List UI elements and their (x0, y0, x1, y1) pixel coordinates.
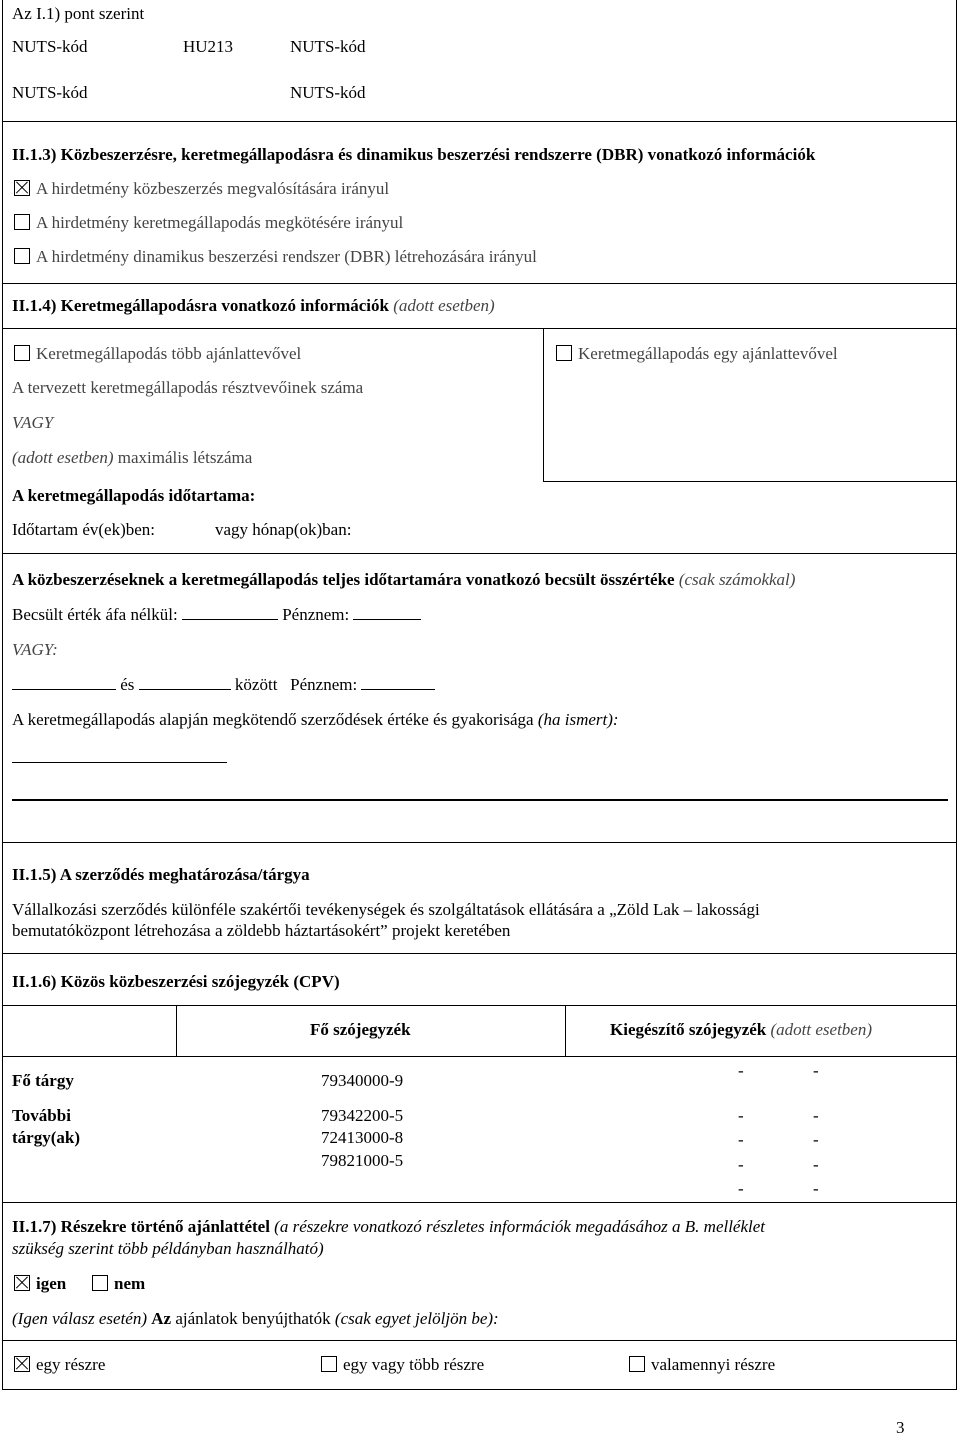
checkbox-empty-icon[interactable] (321, 1356, 337, 1372)
page-number: 3 (896, 1418, 905, 1437)
cpv-main-object-label: Fő tárgy (12, 1071, 74, 1090)
value-range-row: és között Pénznem: (12, 675, 435, 695)
section-divider (2, 553, 957, 554)
section-title-ii-1-7: II.1.7) Részekre történő ajánlattétel (a részekre vonatkozó részletes információk megadásához a B. melléklet (12, 1217, 766, 1236)
cpv-supp-dash: - (738, 1179, 744, 1198)
nuts-code-label: NUTS-kód (12, 37, 88, 56)
cpv-supp-dash: - (813, 1155, 819, 1174)
range-from-field[interactable] (12, 689, 116, 690)
cpv-supp-dash: - (738, 1061, 744, 1080)
option-no[interactable]: nem (92, 1274, 145, 1294)
framework-box-bottom (543, 481, 957, 482)
cpv-supp-dash: - (813, 1106, 819, 1125)
option-one-part[interactable]: egy részre (14, 1355, 105, 1375)
section-title-ii-1-4: II.1.4) Keretmegállapodásra vonatkozó információk (adott esetben) (12, 296, 495, 315)
cpv-supp-dash: - (738, 1155, 744, 1174)
cpv-header-main: Fő szójegyzék (310, 1020, 411, 1039)
cpv-further-code: 79821000-5 (321, 1151, 404, 1170)
cpv-main-code: 79340000-9 (321, 1071, 404, 1090)
section-note-ii-1-7: szükség szerint több példányban használható) (12, 1239, 324, 1258)
section-title-ii-1-5: II.1.5) A szerződés meghatározása/tárgya (12, 865, 310, 884)
cpv-supp-dash: - (738, 1130, 744, 1149)
nuts-code-label: NUTS-kód (290, 37, 366, 56)
or-label: VAGY: (12, 640, 58, 659)
checkbox-empty-icon[interactable] (14, 248, 30, 264)
cpv-further-label: További (12, 1106, 71, 1125)
option-yes[interactable]: igen (14, 1274, 66, 1294)
cpv-table-col-line (565, 1005, 566, 1057)
nuts-reference: Az I.1) pont szerint (12, 4, 145, 23)
bids-instruction: (Igen válasz esetén) Az ajánlatok benyújthatók (csak egyet jelöljön be): (12, 1309, 499, 1328)
section-title-ii-1-6: II.1.6) Közös közbeszerzési szójegyzék (CPV) (12, 972, 340, 991)
cpv-table-header-bottom (2, 1056, 957, 1057)
contracts-value-label: A keretmegállapodás alapján megkötendő szerződések értéke és gyakorisága (ha ismert): (12, 710, 619, 729)
or-label: VAGY (12, 413, 54, 432)
checkbox-checked-icon[interactable] (14, 180, 30, 196)
option-framework[interactable]: A hirdetmény keretmegállapodás megkötésére irányul (14, 213, 403, 233)
nuts-code-label: NUTS-kód (12, 83, 88, 102)
cpv-table-top (2, 1005, 957, 1006)
contracts-value-field[interactable] (12, 762, 227, 763)
cpv-table-col-line (176, 1005, 177, 1057)
checkbox-empty-icon[interactable] (14, 214, 30, 230)
checkbox-empty-icon[interactable] (14, 345, 30, 361)
option-all-parts[interactable]: valamennyi részre (629, 1355, 775, 1375)
currency-field[interactable] (353, 619, 421, 620)
nuts-code-value: HU213 (183, 37, 234, 56)
framework-box-split (543, 328, 544, 482)
cpv-supp-dash: - (813, 1061, 819, 1080)
section-title-ii-1-3: II.1.3) Közbeszerzésre, keretmegállapodásra és dinamikus beszerzési rendszerre (DBR) vonatkozó információk (12, 145, 816, 164)
contract-subject-line-1: Vállalkozási szerződés különféle szakértői tevékenységek és szolgáltatások ellátására a „Zöld Lak – lakossági (12, 900, 760, 919)
cpv-further-code: 79342200-5 (321, 1106, 404, 1125)
parts-row-top (2, 1340, 957, 1341)
section-divider (2, 121, 957, 122)
cpv-further-code: 72413000-8 (321, 1128, 404, 1147)
checkbox-empty-icon[interactable] (556, 345, 572, 361)
cpv-supp-dash: - (738, 1106, 744, 1125)
range-to-field[interactable] (139, 689, 231, 690)
max-participants-label: (adott esetben) maximális létszáma (12, 448, 253, 467)
checkbox-empty-icon[interactable] (92, 1275, 108, 1291)
estimated-value-field[interactable] (182, 619, 278, 620)
nuts-code-label: NUTS-kód (290, 83, 366, 102)
checkbox-checked-icon[interactable] (14, 1275, 30, 1291)
form-bottom (2, 1389, 957, 1390)
option-dbr[interactable]: A hirdetmény dinamikus beszerzési rendszer (DBR) létrehozására irányul (14, 247, 537, 267)
option-multi-bidder[interactable]: Keretmegállapodás több ajánlattevővel (14, 344, 301, 364)
section-divider (2, 842, 957, 843)
option-one-or-more-parts[interactable]: egy vagy több részre (321, 1355, 484, 1375)
participants-label: A tervezett keretmegállapodás résztvevőinek száma (12, 378, 364, 397)
cpv-further-label: tárgy(ak) (12, 1128, 80, 1147)
duration-years-label: Időtartam év(ek)ben: (12, 520, 156, 539)
section-divider (2, 283, 957, 284)
cpv-header-supplementary: Kiegészítő szójegyzék (adott esetben) (610, 1020, 872, 1039)
duration-months-label: vagy hónap(ok)ban: (215, 520, 352, 539)
section-rule (12, 799, 948, 801)
cpv-supp-dash: - (813, 1130, 819, 1149)
cpv-supp-dash: - (813, 1179, 819, 1198)
framework-box-top (2, 328, 957, 329)
option-procurement[interactable]: A hirdetmény közbeszerzés megvalósítására irányul (14, 179, 389, 199)
option-single-bidder[interactable]: Keretmegállapodás egy ajánlattevővel (556, 344, 838, 364)
section-divider (2, 1202, 957, 1203)
contract-subject-line-2: bemutatóközpont létrehozása a zöldebb háztartásokért” projekt keretében (12, 921, 511, 940)
estimated-value-title: A közbeszerzéseknek a keretmegállapodás teljes időtartamára vonatkozó becsült összértéke (csak számokkal) (12, 570, 796, 589)
section-divider (2, 953, 957, 954)
estimated-value-row: Becsült érték áfa nélkül: Pénznem: (12, 605, 421, 625)
checkbox-empty-icon[interactable] (629, 1356, 645, 1372)
checkbox-checked-icon[interactable] (14, 1356, 30, 1372)
duration-title: A keretmegállapodás időtartama: (12, 486, 256, 505)
range-currency-field[interactable] (361, 689, 435, 690)
